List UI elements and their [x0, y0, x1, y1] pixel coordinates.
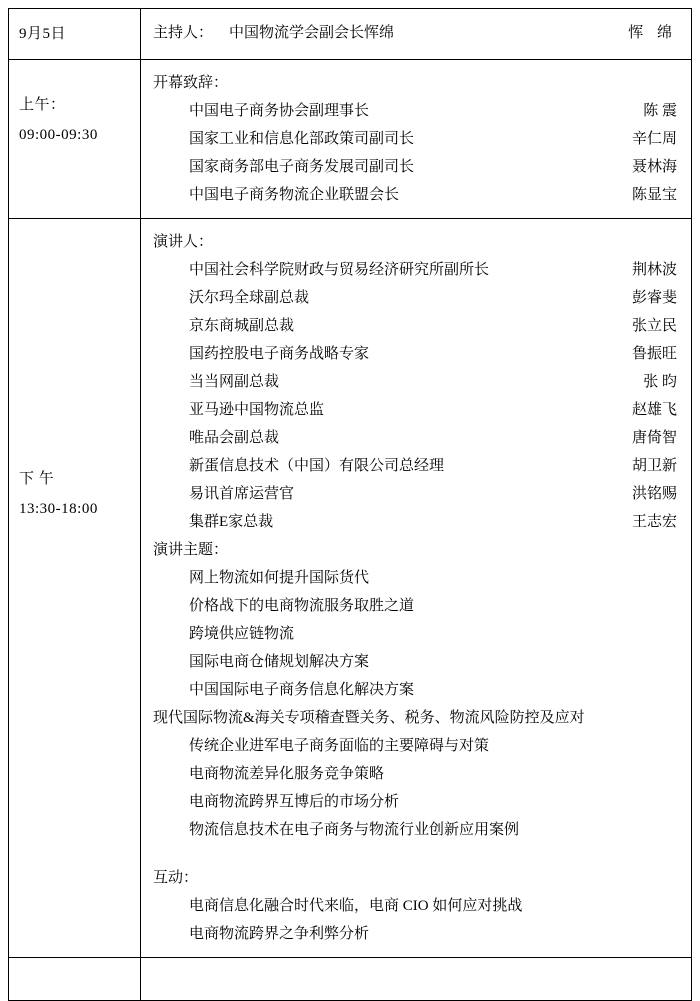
list-item: 电商物流跨界互博后的市场分析 — [189, 794, 400, 810]
entry-name: 张立民 — [631, 318, 677, 334]
agenda-table — [8, 8, 692, 1001]
afternoon-time-range: 13:30-18:00 — [19, 501, 98, 517]
list-item: 价格战下的电商物流服务取胜之道 — [189, 598, 415, 614]
entry-title: 中国社会科学院财政与贸易经济研究所副所长 — [189, 262, 490, 278]
list-item — [153, 452, 681, 480]
entry-title: 亚马逊中国物流总监 — [189, 402, 325, 418]
list-item — [153, 284, 681, 312]
list-item — [153, 704, 681, 732]
opening-remarks-label: 开幕致辞： — [153, 75, 229, 91]
entry-title: 沃尔玛全球副总裁 — [189, 290, 310, 306]
entry-name: 陈显宝 — [631, 187, 677, 203]
list-item: 跨境供应链物流 — [189, 626, 295, 642]
entry-title: 唯品会副总裁 — [189, 430, 280, 446]
topics-label: 演讲主题： — [153, 542, 229, 558]
host-line — [153, 19, 681, 47]
entry-name: 张 昀 — [643, 374, 677, 390]
list-item-text: 现代国际物流&海关专项稽查暨关务、税务、物流风险防控及应对 — [153, 710, 585, 726]
host-label: 主持人： — [153, 25, 214, 41]
date-cell — [9, 9, 141, 60]
entry-title: 当当网副总裁 — [189, 374, 280, 390]
section-spacer — [153, 844, 681, 864]
entry-name: 陈 震 — [643, 103, 677, 119]
afternoon-body-cell — [141, 219, 692, 958]
list-item — [153, 312, 681, 340]
list-item — [153, 396, 681, 424]
host-name: 恽 绵 — [628, 25, 677, 41]
host-cell — [141, 9, 692, 60]
entry-name: 荆林波 — [631, 262, 677, 278]
list-item: 电商物流差异化服务竞争策略 — [189, 766, 385, 782]
entry-title: 易讯首席运营官 — [189, 486, 295, 502]
entry-name: 王志宏 — [631, 514, 677, 530]
list-item — [153, 125, 681, 153]
host-title: 中国物流学会副会长恽绵 — [229, 25, 395, 41]
morning-time — [9, 60, 140, 160]
entry-name: 彭睿斐 — [631, 290, 677, 306]
empty-time-cell — [9, 958, 141, 1001]
speakers-label: 演讲人： — [153, 234, 214, 250]
list-item — [153, 256, 681, 284]
list-item: 电商物流跨界之争利弊分析 — [189, 926, 370, 942]
entry-name: 洪铭赐 — [631, 486, 677, 502]
entry-name: 胡卫新 — [631, 458, 677, 474]
interaction-label: 互动： — [153, 870, 199, 886]
afternoon-time — [9, 219, 140, 534]
table-row-empty — [9, 958, 692, 1001]
entry-title: 中国电子商务协会副理事长 — [189, 103, 370, 119]
entry-title: 国家工业和信息化部政策司副司长 — [189, 131, 415, 147]
entry-name: 鲁振旺 — [631, 346, 677, 362]
table-row-afternoon — [9, 219, 692, 958]
entry-title: 新蛋信息技术（中国）有限公司总经理 — [189, 458, 445, 474]
document-page — [0, 8, 700, 942]
entry-title: 集群E家总裁 — [189, 514, 274, 530]
entry-name: 辛仁周 — [631, 131, 677, 147]
morning-time-label: 上午： — [19, 97, 66, 113]
afternoon-time-cell — [9, 219, 141, 958]
entry-title: 国药控股电子商务战略专家 — [189, 346, 370, 362]
list-item — [153, 480, 681, 508]
list-item: 国际电商仓储规划解决方案 — [189, 654, 370, 670]
entry-title: 中国电子商务物流企业联盟会长 — [189, 187, 400, 203]
list-item — [153, 424, 681, 452]
list-item: 电商信息化融合时代来临，电商 CIO 如何应对挑战 — [189, 898, 523, 914]
table-row-morning — [9, 60, 692, 219]
list-item — [153, 368, 681, 396]
list-item: 传统企业进军电子商务面临的主要障碍与对策 — [189, 738, 490, 754]
list-item — [153, 97, 681, 125]
entry-title: 京东商城副总裁 — [189, 318, 295, 334]
date-label: 9月5日 — [19, 26, 67, 42]
entry-name: 唐倚智 — [631, 430, 677, 446]
list-item — [153, 340, 681, 368]
entry-title: 国家商务部电子商务发展司副司长 — [189, 159, 415, 175]
morning-time-cell — [9, 60, 141, 219]
list-item: 网上物流如何提升国际货代 — [189, 570, 370, 586]
list-item — [153, 153, 681, 181]
morning-body-cell — [141, 60, 692, 219]
empty-body-cell — [141, 958, 692, 1001]
morning-time-range: 09:00-09:30 — [19, 127, 98, 143]
afternoon-time-label: 下 午 — [19, 471, 55, 487]
list-item — [153, 508, 681, 536]
list-item: 物流信息技术在电子商务与物流行业创新应用案例 — [189, 822, 520, 838]
table-row-header — [9, 9, 692, 60]
entry-name: 聂林海 — [631, 159, 677, 175]
list-item: 中国国际电子商务信息化解决方案 — [189, 682, 415, 698]
list-item — [153, 181, 681, 209]
entry-name: 赵雄飞 — [631, 402, 677, 418]
